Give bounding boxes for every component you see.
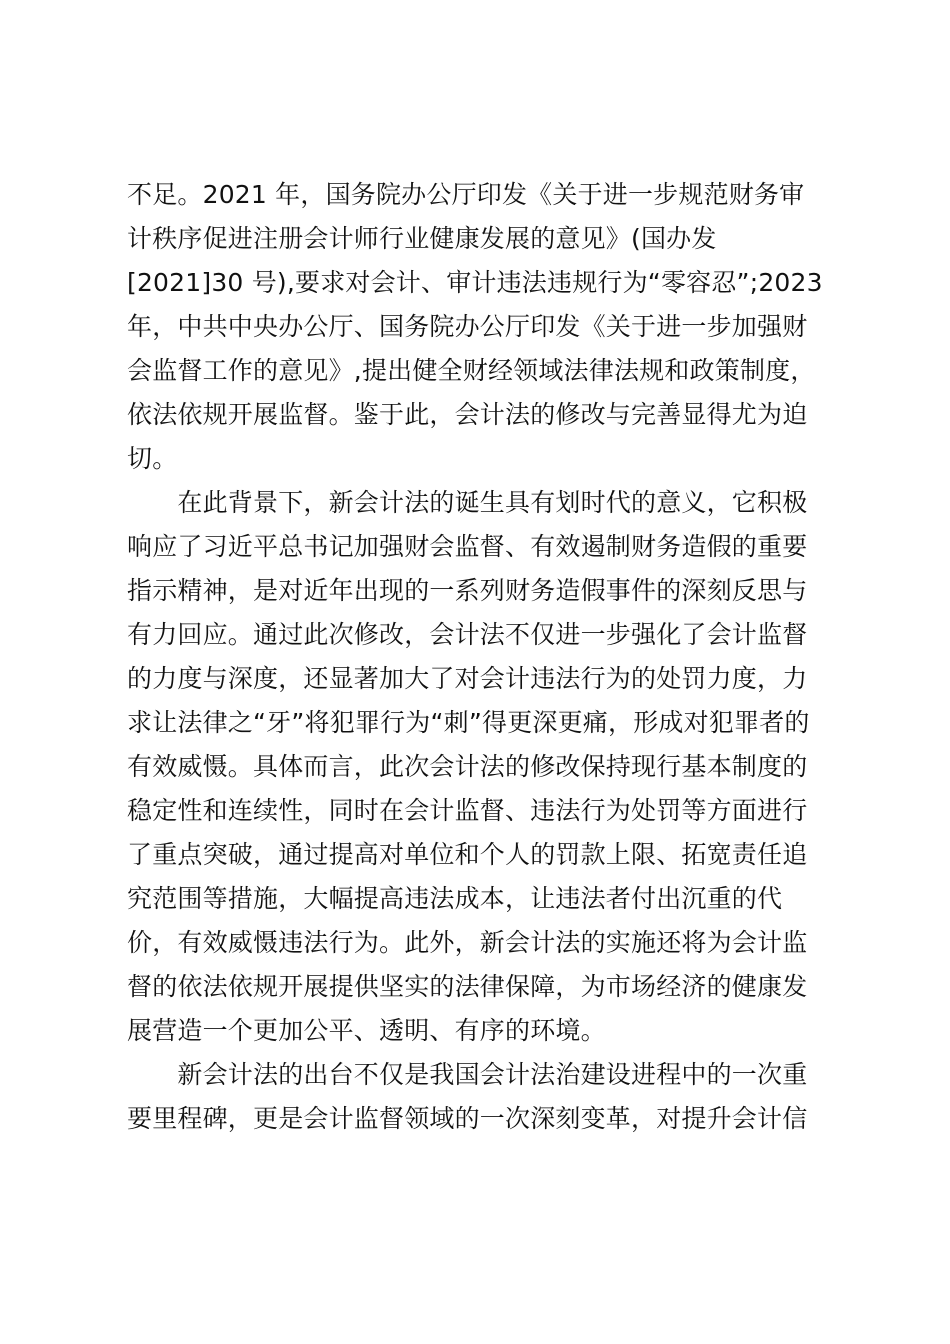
text-line: 了重点突破，通过提高对单位和个人的罚款上限、拓宽责任追 xyxy=(127,840,808,869)
text-line: 价，有效威慑违法行为。此外，新会计法的实施还将为会计监 xyxy=(127,928,808,957)
text-line: 在此背景下，新会计法的诞生具有划时代的意义，它积极 xyxy=(127,488,808,517)
text-line: 不足。2021 年，国务院办公厅印发《关于进一步规范财务审 xyxy=(127,180,805,209)
text-line: 新会计法的出台不仅是我国会计法治建设进程中的一次重 xyxy=(127,1060,808,1089)
text-line: 会监督工作的意见》,提出健全财经领域法律法规和政策制度， xyxy=(127,356,816,385)
text-line: 有力回应。通过此次修改，会计法不仅进一步强化了会计监督 xyxy=(127,620,808,649)
text-line: 年，中共中央办公厅、国务院办公厅印发《关于进一步加强财 xyxy=(127,312,808,341)
text-line: 依法依规开展监督。鉴于此，会计法的修改与完善显得尤为迫 xyxy=(127,400,808,429)
text-line: 有效威慑。具体而言，此次会计法的修改保持现行基本制度的 xyxy=(127,752,808,781)
text-line: 稳定性和连续性，同时在会计监督、违法行为处罚等方面进行 xyxy=(127,796,808,825)
text-line: 求让法律之“牙”将犯罪行为“刺”得更深更痛，形成对犯罪者的 xyxy=(127,708,810,737)
text-line: 的力度与深度，还显著加大了对会计违法行为的处罚力度，力 xyxy=(127,664,808,693)
text-line: 展营造一个更加公平、透明、有序的环境。 xyxy=(127,1016,606,1045)
body-text xyxy=(127,173,827,1141)
text-line: 究范围等措施，大幅提高违法成本，让违法者付出沉重的代 xyxy=(127,884,783,913)
text-line: [2021]30 号),要求对会计、审计违法违规行为“零容忍”;2023 xyxy=(127,268,823,297)
text-line: 响应了习近平总书记加强财会监督、有效遏制财务造假的重要 xyxy=(127,532,808,561)
text-line: 计秩序促进注册会计师行业健康发展的意见》(国办发 xyxy=(127,224,717,253)
text-line: 指示精神，是对近年出现的一系列财务造假事件的深刻反思与 xyxy=(127,576,808,605)
text-line: 要里程碑，更是会计监督领域的一次深刻变革，对提升会计信 xyxy=(127,1104,808,1133)
text-line: 督的依法依规开展提供坚实的法律保障，为市场经济的健康发 xyxy=(127,972,808,1001)
text-line: 切。 xyxy=(127,444,178,473)
